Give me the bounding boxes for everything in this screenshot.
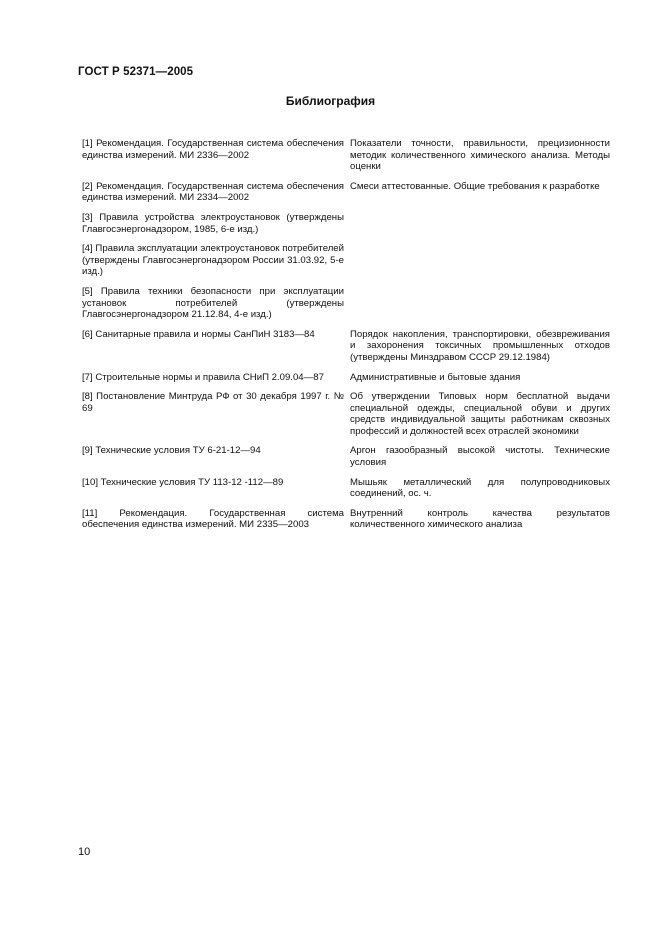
bibliography-source: [8] Постановление Минтруда РФ от 30 декабря 1997 г. № 69 xyxy=(82,391,344,414)
bibliography-entry-2 xyxy=(82,181,610,204)
bibliography-entry-5 xyxy=(82,286,610,321)
bibliography-source: [10] Технические условия ТУ 113-12 -112—89 xyxy=(82,476,284,488)
bibliography-entry-7 xyxy=(82,372,610,384)
bibliography-entry-10 xyxy=(82,477,610,500)
bibliography-source: [9] Технические условия ТУ 6-21-12—94 xyxy=(82,445,261,457)
bibliography-description xyxy=(350,286,610,321)
bibliography-description: Смеси аттестованные. Общие требования к разработке xyxy=(350,180,600,192)
bibliography-entry-4 xyxy=(82,243,610,278)
bibliography-entry-1 xyxy=(82,138,610,173)
bibliography-description: Порядок накопления, транспортировки, обезвреживания и захоронения токсичных промышленных отходов (утверждены Минздравом СССР 29.12.1984) xyxy=(350,328,610,363)
bibliography-source: [6] Санитарные правила и нормы СанПиН 3183—84 xyxy=(82,328,315,340)
bibliography-entry-3 xyxy=(82,212,610,235)
bibliography-source: [11] Рекомендация. Государственная система обеспечения единства измерений. МИ 2335—2003 xyxy=(82,507,344,531)
bibliography-description xyxy=(350,243,610,278)
bibliography-description: Показатели точности, правильности, прецизионности методик количественного химического анализа. Методы оценки xyxy=(350,138,610,173)
bibliography-entry-6 xyxy=(82,329,610,364)
bibliography-description: Об утверждении Типовых норм бесплатной выдачи специальной одежды, специальной обуви и других средств индивидуальной защиты работникам сквозных профессий и должностей всех отраслей экономики xyxy=(350,391,610,437)
bibliography-description: Аргон газообразный высокой чистоты. Технические условия xyxy=(350,445,610,469)
bibliography-list xyxy=(82,138,610,539)
bibliography-source: [5] Правила техники безопасности при эксплуатации установок потребителей (утверждены Главгосэнергонадзором 21.12.84, 4-е изд.) xyxy=(82,285,344,321)
bibliography-entry-8 xyxy=(82,391,610,437)
bibliography-source: [3] Правила устройства электроустановок (утверждены Главгосэнергонадзором, 1985, 6-е изд.) xyxy=(82,211,344,235)
bibliography-entry-11 xyxy=(82,508,610,531)
bibliography-description xyxy=(350,212,610,235)
bibliography-description: Мышьяк металлический для полупроводниковых соединений, ос. ч. xyxy=(350,476,610,500)
bibliography-source: [1] Рекомендация. Государственная система обеспечения единства измерений. МИ 2336—2002 xyxy=(82,138,344,161)
bibliography-description: Внутренний контроль качества результатов количественного химического анализа xyxy=(350,507,610,531)
document-id-header: ГОСТ Р 52371—2005 xyxy=(78,66,194,78)
bibliography-source: [4] Правила эксплуатации электроустановок потребителей (утверждены Главгосэнергонадзором России 31.03.92, 5-е изд.) xyxy=(82,243,344,278)
page-number: 10 xyxy=(78,846,91,858)
bibliography-entry-9 xyxy=(82,445,610,468)
bibliography-title: Библиография xyxy=(285,94,376,108)
bibliography-source: [2] Рекомендация. Государственная система обеспечения единства измерений. МИ 2334—2002 xyxy=(82,180,344,204)
bibliography-source: [7] Строительные нормы и правила СНиП 2.09.04—87 xyxy=(82,371,324,383)
bibliography-description: Административные и бытовые здания xyxy=(350,371,521,383)
